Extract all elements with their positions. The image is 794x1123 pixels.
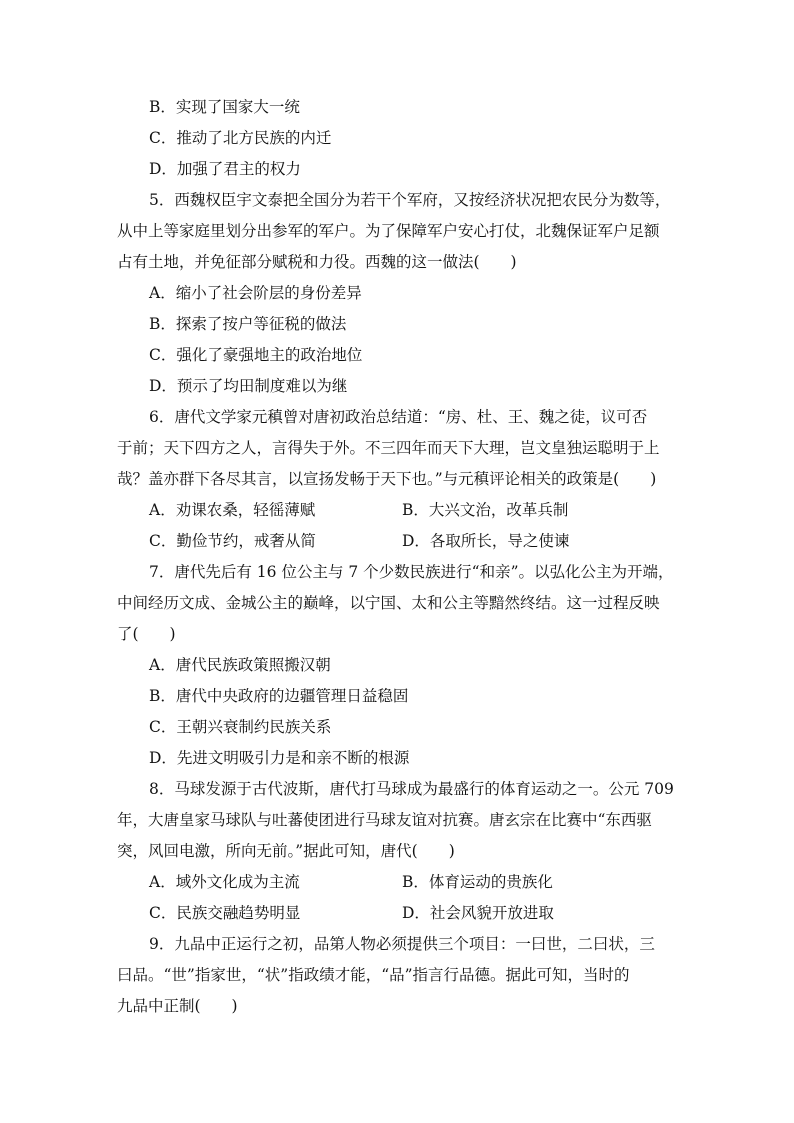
- q7-option-c: C．王朝兴衰制约民族关系: [149, 718, 332, 736]
- q6-options-row-2: [117, 526, 687, 557]
- q5-stem-line-2: 从中上等家庭里划分出参军的军户。为了保障军户安心打仗，北魏保证军户足额: [117, 222, 660, 240]
- q5-stem-line-1: 5．西魏权臣宇文泰把全国分为若干个军府，又按经济状况把农民分为数等，: [149, 191, 671, 209]
- q6-option-a: A．劝课农桑，轻徭薄赋: [149, 501, 316, 519]
- q4-option-c: C．推动了北方民族的内迁: [149, 129, 332, 147]
- q7-stem-line-3: 了( ): [117, 625, 176, 643]
- q8-stem-line-1: 8．马球发源于古代波斯，唐代打马球成为最盛行的体育运动之一。公元 709: [149, 780, 674, 798]
- q7-option-b: B．唐代中央政府的边疆管理日益稳固: [149, 687, 409, 705]
- q8-option-c: C．民族交融趋势明显: [149, 904, 301, 922]
- q8-option-a: A．域外文化成为主流: [149, 873, 300, 891]
- q6-stem-line-1: 6．唐代文学家元稹曾对唐初政治总结道：“房、杜、王、魏之徒，议可否: [149, 408, 648, 426]
- exam-page: [117, 92, 687, 1022]
- q6-option-c: C．勤俭节约，戒奢从简: [149, 532, 316, 550]
- q8-stem-line-2: 年，大唐皇家马球队与吐蕃使团进行马球友谊对抗赛。唐玄宗在比赛中“东西驱: [117, 811, 652, 829]
- q5-option-c: C．强化了豪强地主的政治地位: [149, 346, 363, 364]
- q6-option-d: D．各取所长，导之使谏: [402, 532, 570, 550]
- q7-stem-line-1: 7．唐代先后有 16 位公主与 7 个少数民族进行“和亲”。以弘化公主为开端，: [149, 563, 674, 581]
- q8-options-row-1: [117, 867, 687, 898]
- q4-option-b: B．实现了国家大一统: [149, 98, 300, 116]
- q6-option-b: B．大兴文治，改革兵制: [402, 501, 569, 519]
- q9-stem-line-2: 曰品。“世”指家世，“状”指政绩才能，“品”指言行品德。据此可知，当时的: [117, 966, 630, 984]
- q5-option-d: D．预示了均田制度难以为继: [149, 377, 348, 395]
- q7-option-a: A．唐代民族政策照搬汉朝: [149, 656, 331, 674]
- q9-stem-line-3: 九品中正制( ): [117, 997, 238, 1015]
- q9-stem-line-1: 9．九品中正运行之初，品第人物必须提供三个项目：一曰世，二曰状，三: [149, 935, 655, 953]
- q8-option-d: D．社会风貌开放进取: [402, 904, 554, 922]
- q7-option-d: D．先进文明吸引力是和亲不断的根源: [149, 749, 410, 767]
- q8-stem-line-3: 突，风回电激，所向无前。”据此可知，唐代( ): [117, 842, 455, 860]
- q7-stem-line-2: 中间经历文成、金城公主的巅峰，以宁国、太和公主等黯然终结。这一过程反映: [117, 594, 660, 612]
- q5-stem-line-3: 占有土地，并免征部分赋税和力役。西魏的这一做法( ): [117, 253, 517, 271]
- q4-option-d: D．加强了君主的权力: [149, 160, 301, 178]
- q6-stem-line-2: 于前；天下四方之人，言得失于外。不三四年而天下大理，岂文皇独运聪明于上: [117, 439, 660, 457]
- q5-option-b: B．探索了按户等征税的做法: [149, 315, 347, 333]
- q6-options-row-1: [117, 495, 687, 526]
- q6-stem-line-3: 哉？盖亦群下各尽其言，以宣扬发畅于天下也。”与元稹评论相关的政策是( ): [117, 470, 657, 488]
- q8-option-b: B．体育运动的贵族化: [402, 873, 553, 891]
- q8-options-row-2: [117, 898, 687, 929]
- q5-option-a: A．缩小了社会阶层的身份差异: [149, 284, 362, 302]
